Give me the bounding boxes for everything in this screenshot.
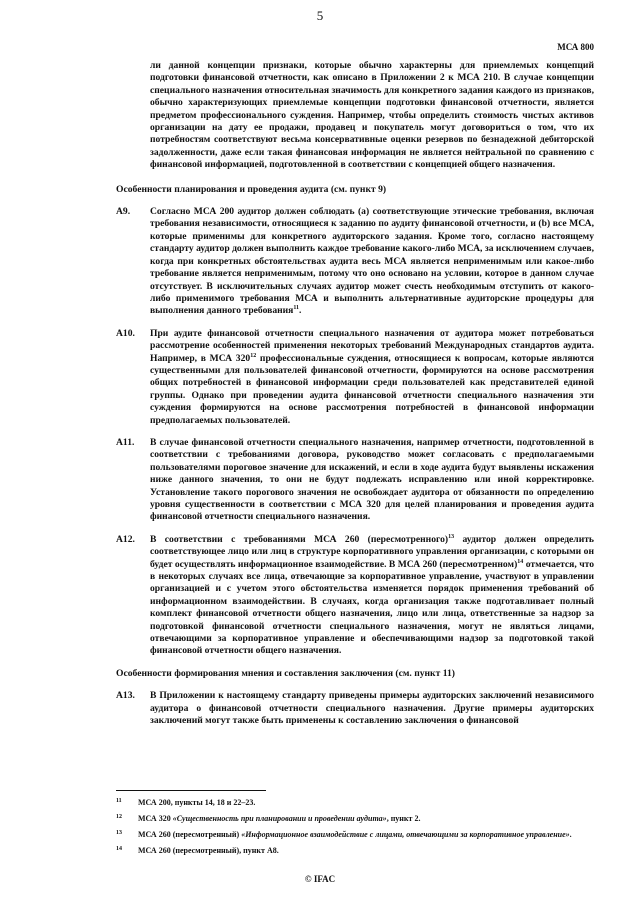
footnote-number: 11 [116, 798, 122, 804]
section-ref: (см. пункт 9) [330, 183, 387, 195]
footnote-after: . [569, 830, 572, 839]
paragraph-tail: профессиональные суждения, относящиеся к вопросам, которые являются существенными для пользователей финансовой отчетности, формируются на основе рассмотрения общих потребностей в финансовой информации среди пользователей как представителей единой группы. Однако при проведении аудита финансовой отчетности специального назначения эти суждения формируются на основе рассмотрения потребностей в финансовой информации предполагаемых пользователей. [150, 352, 594, 426]
footnote-text [138, 813, 594, 824]
section-ref: (см. пункт 11) [395, 667, 455, 679]
footnote-number: 14 [116, 846, 122, 852]
footnote-after: , пункт 2. [386, 814, 421, 823]
footnote-body: МСА 260 (пересмотренный), пункт A8. [138, 846, 279, 855]
paragraph-a11 [116, 437, 594, 524]
standard-label: МСА 800 [557, 42, 594, 52]
footnote-ref[interactable]: 11 [293, 305, 300, 312]
paragraph-number: A13. [116, 690, 135, 702]
footnote-text [138, 845, 594, 856]
intro-paragraph: ли данной концепции признаки, которые обычно характерны для приемлемых концепций подготовки финансовой отчетности, как описано в Приложении 2 к МСА 210. В случае концепции специального назначения относительная значимость для конкретного задания каждого из признаков, обычно характеризующих приемлемые концепции подготовки финансовой отчетности, является предметом профессионального суждения. Например, чтобы определить стоимость чистых активов организации на дату ее продажи, продавец и покупатель могут договориться о том, что их потребностям соответствуют весьма консервативные оценки резервов по безнадежной дебиторской задолженности, даже если такая финансовая информация не является нейтральной по сравнению с финансовой информацией, подготовленной в соответствии с концепцией общего назначения. [150, 60, 594, 171]
paragraph-tail: . [299, 305, 302, 317]
footnote-title: «Существенность при планировании и проведении аудита» [172, 814, 387, 823]
paragraph-body: В соответствии с требованиями МСА 260 (пересмотренного) [150, 533, 449, 545]
footnote-11 [116, 797, 594, 808]
section-title: Особенности планирования и проведения аудита [116, 183, 329, 195]
body-text [116, 60, 594, 738]
page-number: 5 [316, 8, 324, 23]
paragraph-text: В Приложении к настоящему стандарту приведены примеры аудиторских заключений независимого аудитора о финансовой отчетности специального назначения. Другие примеры аудиторских заключений могут также быть применены к составлению заключения о финансовой [150, 690, 594, 727]
footnote-12 [116, 813, 594, 824]
footnote-body: МСА 260 (пересмотренный) [138, 830, 242, 839]
footnote-text [138, 829, 594, 840]
footnote-ref[interactable]: 14 [517, 558, 524, 565]
paragraph-text [150, 534, 594, 658]
paragraph-text [150, 206, 594, 318]
paragraph-body: В случае финансовой отчетности специального назначения, например отчетности, подготовленной в соответствии с требованиями договора, руководство может согласовать с предполагаемыми пользователями пороговое значение для искажений, и если в ходе аудита будут выявлены искажения ниже данного значения, то они не будут подлежать исправлению или иной корректировке. Установление такого порогового значения не освобождает аудитора от обязанности по определению уровня существенности в соответствии с МСА 320 для целей планирования и проведения аудита финансовой отчетности специального назначения. [150, 436, 594, 523]
section-title: Особенности формирования мнения и составления заключения [116, 667, 394, 679]
paragraph-number: A9. [116, 206, 131, 218]
paragraph-a9 [116, 206, 594, 318]
footnote-body: МСА 200, пункты 14, 18 и 22–23. [138, 798, 256, 807]
footnote-text [138, 797, 594, 808]
footnote-title: «Информационное взаимодействие с лицами, отвечающими за корпоративное управление» [241, 830, 570, 839]
footnote-number: 13 [116, 830, 122, 836]
paragraph-text [150, 437, 594, 524]
paragraph-a10 [116, 328, 594, 427]
paragraph-number: A12. [116, 533, 135, 545]
section-heading-planning [116, 184, 594, 196]
paragraph-tail: отмечается, что в некоторых случаях все лица, отвечающие за корпоративное управление, участвуют в управлении организацией и с учетом этого обстоятельства изменяется порядок применения требований об информационном взаимодействии. В случаях, когда организация также подготавливает полный комплект финансовой отчетности общего назначения, лицо или лица, ответственные за надзор за подготовкой финансовой отчетности специального назначения, могут не являться лицами, отвечающими за корпоративное управление и обеспечивающими надзор за подготовкой такой финансовой отчетности общего назначения. [150, 558, 594, 657]
footnote-13 [116, 829, 594, 840]
copyright-footer: © IFAC [304, 874, 336, 884]
section-heading-opinion [116, 668, 594, 680]
footnote-ref[interactable]: 13 [448, 533, 455, 540]
footnote-divider [116, 790, 266, 791]
paragraph-body: При аудите финансовой отчетности специального назначения от аудитора может потребоваться рассмотрение особенностей применения некоторых требований Международных стандартов аудита. Например, в МСА 320 [150, 327, 594, 364]
paragraph-a13 [116, 690, 594, 727]
footnote-ref[interactable]: 12 [250, 352, 257, 359]
paragraph-tail: аудитор должен определить соответствующее лицо или лиц в структуре корпоративного управления организации, с которыми он будет осуществлять информационное взаимодействие. В МСА 260 (пересмотренном) [150, 533, 595, 570]
footnote-body: МСА 320 [138, 814, 173, 823]
paragraph-text [150, 328, 594, 427]
paragraph-a12 [116, 534, 594, 658]
paragraph-body: Согласно МСА 200 аудитор должен соблюдать (а) соответствующие этические требования, включая требования независимости, относящиеся к заданию по аудиту финансовой отчетности, и (b) все МСА, которые применимы для конкретного аудиторского задания. Кроме того, согласно настоящему стандарту аудитор должен выполнить каждое требование какого-либо МСА, за исключением случаев, когда при конкретных обстоятельствах аудита весь МСА является неприменимым или какое-либо требование является неприменимым, потому что оно основано на условии, которое в данном случае отсутствует. В исключительных случаях аудитор может счесть необходимым отступить от какого-либо применимого требования МСА и выполнить альтернативные аудиторские процедуры для выполнения данного требования [150, 206, 594, 317]
footnote-14 [116, 845, 594, 856]
footnotes [116, 790, 594, 861]
paragraph-number: A11. [116, 436, 135, 448]
paragraph-number: A10. [116, 327, 135, 339]
footnote-number: 12 [116, 814, 122, 820]
